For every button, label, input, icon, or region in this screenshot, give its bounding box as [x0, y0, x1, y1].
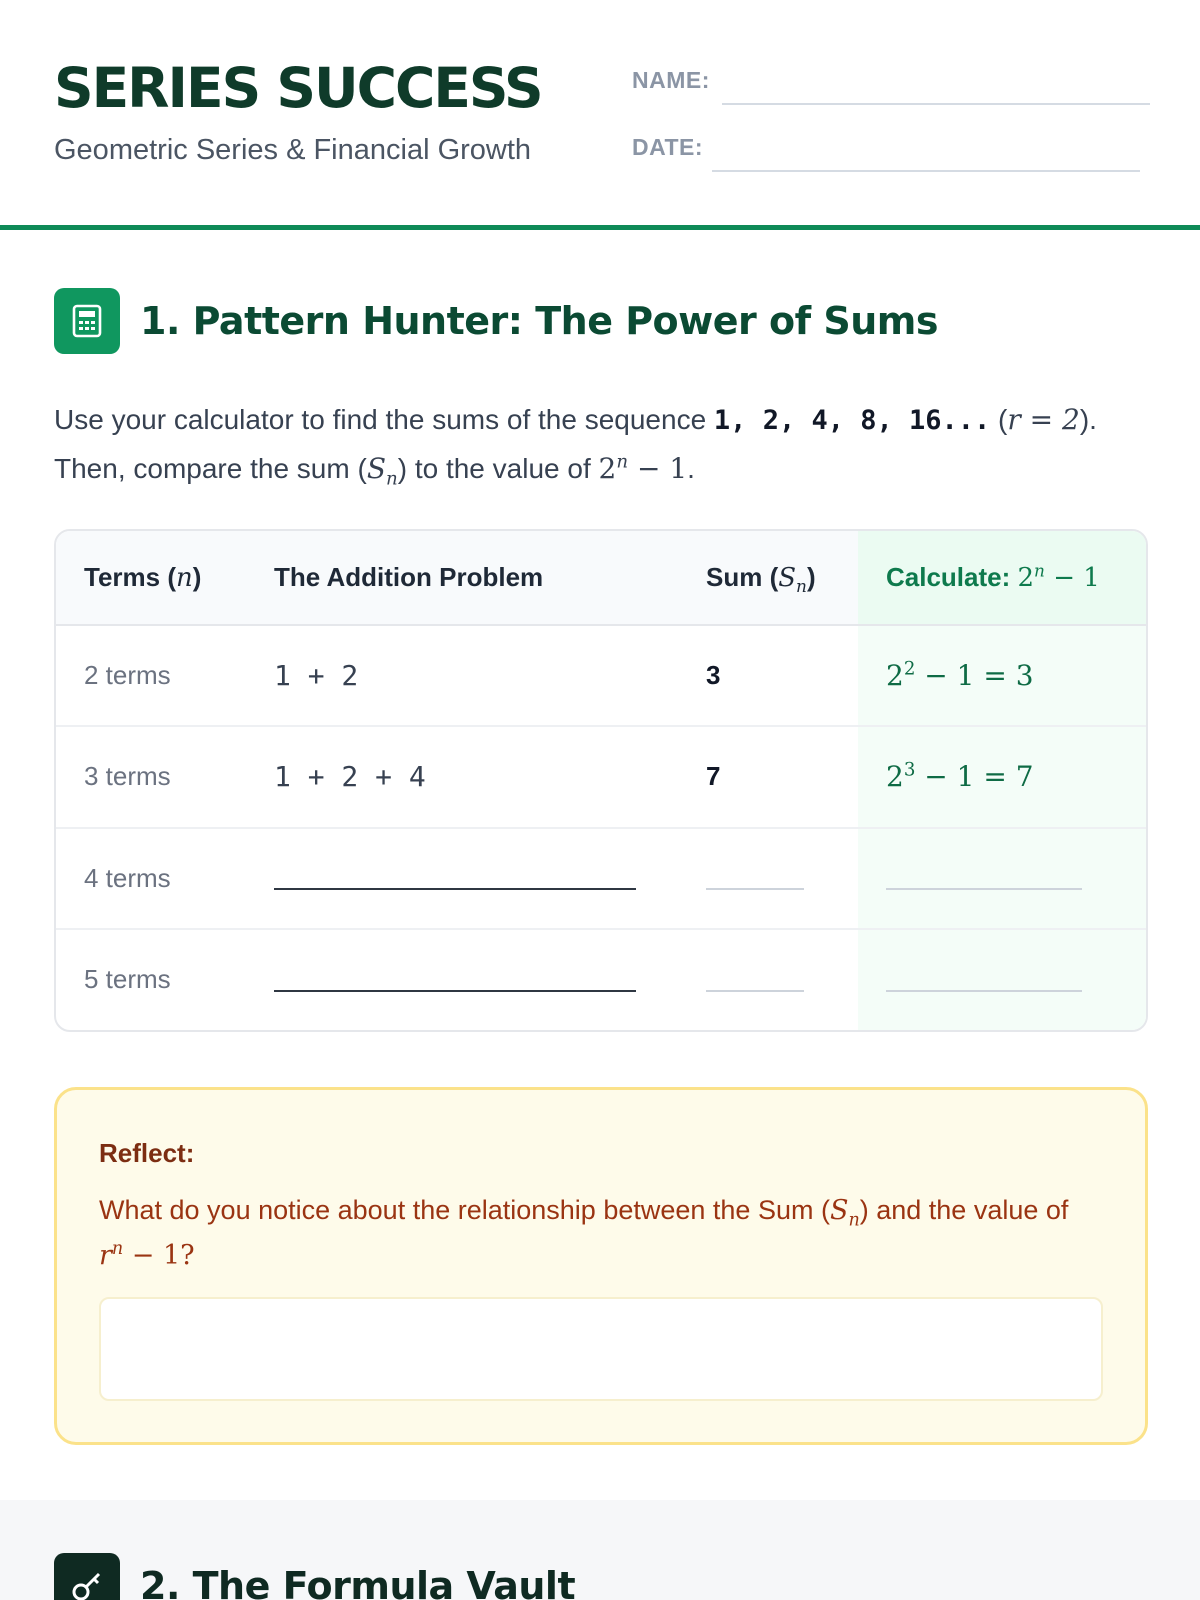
table-row	[56, 625, 1148, 726]
section-1-heading	[54, 288, 938, 354]
name-field[interactable]	[722, 103, 1150, 105]
intro-text: Use your calculator to find the sums of the sequence	[54, 404, 714, 435]
sum-blank[interactable]	[678, 929, 858, 1030]
reflect-box	[54, 1087, 1148, 1445]
section-2-heading	[54, 1553, 575, 1600]
sequence-text: 1, 2, 4, 8, 16...	[713, 405, 991, 436]
table-row	[56, 828, 1148, 929]
calc-blank[interactable]	[858, 828, 1148, 929]
problem-blank[interactable]	[246, 828, 678, 929]
header-sum: Sum $(S_n)$	[678, 531, 858, 625]
calculator-icon	[54, 288, 120, 354]
calc-blank[interactable]	[858, 929, 1148, 1030]
power-expression: $2^n - 1$	[598, 451, 688, 485]
section-1-title: 1. Pattern Hunter: The Power of Sums	[140, 299, 938, 343]
date-field[interactable]	[712, 170, 1140, 172]
sum-cell: 7	[678, 726, 858, 827]
worksheet-title: SERIES SUCCESS	[54, 56, 542, 120]
reflect-label: Reflect:	[99, 1138, 195, 1168]
section-1-instructions	[54, 396, 1150, 493]
worksheet-header	[0, 0, 1200, 230]
name-label: NAME:	[632, 67, 710, 93]
table-row	[56, 726, 1148, 827]
header-calculate: Calculate: $2^n - 1$	[858, 531, 1148, 625]
problem-cell: 1 + 2 + 4	[246, 726, 678, 827]
key-icon	[54, 1553, 120, 1600]
terms-cell: 2 terms	[56, 625, 246, 726]
worksheet-subtitle: Geometric Series & Financial Growth	[54, 134, 532, 166]
section-2-title: 2. The Formula Vault	[140, 1564, 576, 1600]
sn-symbol: $S_n$	[366, 452, 398, 490]
sums-table	[54, 529, 1148, 1032]
intro-mid: ). Then, compare the sum (	[54, 404, 1097, 484]
table-header-row	[56, 531, 1148, 625]
intro-mid2: ) to the value of	[397, 453, 599, 484]
ratio-expression: r = 2	[1007, 403, 1080, 436]
problem-cell: 1 + 2	[246, 625, 678, 726]
intro-paren: (	[990, 404, 1008, 435]
header-terms: Terms (n)	[56, 531, 246, 625]
reflect-question: What do you notice about the relationship between the Sum $(S_n)$ and the value of $r^n - 1$?	[99, 1195, 1069, 1271]
calc-cell: $2^3 - 1 = 7$	[858, 726, 1148, 827]
sum-cell: 3	[678, 625, 858, 726]
date-label: DATE:	[632, 134, 704, 160]
sum-blank[interactable]	[678, 828, 858, 929]
terms-cell: 3 terms	[56, 726, 246, 827]
intro-end: .	[687, 453, 695, 484]
header-problem: The Addition Problem	[246, 531, 678, 625]
terms-cell: 5 terms	[84, 964, 171, 995]
table-row	[56, 929, 1148, 1030]
calc-cell: $2^2 - 1 = 3$	[858, 625, 1148, 726]
section-2	[0, 1500, 1200, 1600]
problem-blank[interactable]	[246, 929, 678, 1030]
reflect-answer-field[interactable]	[99, 1297, 1103, 1401]
terms-cell: 4 terms	[56, 828, 246, 929]
